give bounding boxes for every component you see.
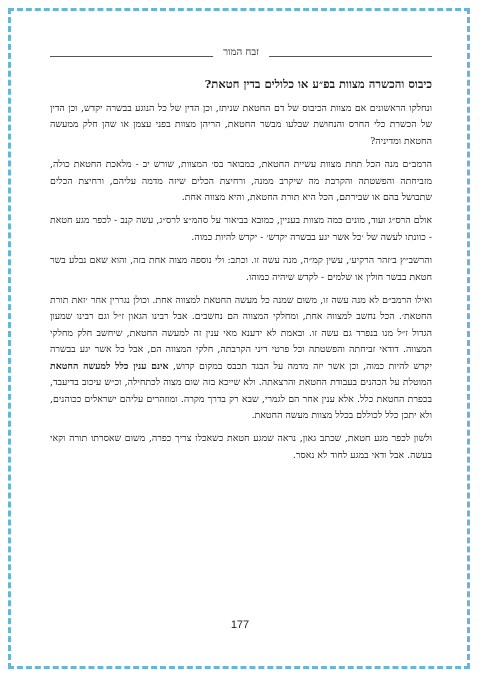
article-title: כיבוס והכשרה מצוות בפ״ע או כלולים בדין חטאת? [204,77,432,91]
page-number: 177 [230,619,250,631]
header-title: זבח המור [213,46,269,60]
paragraph-2: הרמב״ם מנה הכל תחת מצוות עשיית החטאת, כמבואר בס׳ המצוות, שורש יב - מלאכת החטאת כולה, מזביחתה והפשטתה והקרבת מה שיקרב ממנה, ורחיצת הכלים שיזה מדמה עליהם, ורחיצת הכלים שתבושל בהם או שבירתם, הכל היא תורת החטאת, והיא מצווה אחת. [50,159,432,204]
running-header [50,42,432,66]
paragraph-6: ולשון לכפר מגע חטאת, שכתב גאון, נראה שמגע חטאת כשאכלו צריך כפרה, משום שאסרתו תורה וקאי בעשה. אבל ודאי במגע לחוד לא נאסר. [50,433,432,461]
paragraph-5: ואילו הרמב״ם לא מנה עשה זו, משום שמנה כל מעשה החטאת למצווה אחת. וכולן נגררין אחר ׳זאת תורת החטאת׳. הכל נחשב למצווה אחת, ומחלקי המצווה הם נחשבים. אבל רבינו הגאון ז״ל וגם רבינו שמעון הגדול ז״ל מנו בנפרד גם עשה זו. ובאמת לא ידענא מאי ענין זה למעשה החטאת, שיחשב חלק מחלקי המצווה. דודאי זביחתה והפשטתה וכל פרטי דיני הקרבתה, חלקי המצווה הם, אבל כל אשר יגע בבשרה יקדש להיות כמוה, וכן אשר יזה מדמה על הבגד תכבס במקום קדוש, אינם ענין כלל למעשה החטאת המוטלת על הכהנים בעבודת החטאת והרצאתה. ולא שייכא בזה שום מצוה לכתחילה, וכ״ש עיכוב בדיעבד, בכפרת החטאת כלל. אלא ענין אחר הם לגמרי, שבא רק בדרך מקרה. ומוזהרים עליהם ישראלים ככוהנים, ולא יתכן כלל לכוללם בכלל מצוות מעשה החטאת. [50,295,433,421]
paragraph-1: ונחלקו הראשונים אם מצוות הכיבוס של דם החטאת שניתז, וכן הדין של כל הנוגע בבשרה יקדש, וכן הדין של הכשרת כלי החרס והנחושת שבלעו מבשר החטאת, הריהן מצוות בפני עצמן או שהן חלק ממעשה החטאת ומדיניה? [50,103,432,147]
bold-phrase: אינם ענין כלל למעשה החטאת [50,360,169,372]
article-body [50,76,432,471]
paragraph-3: אולם הרס״ג ועוד, מונים כמה מצוות בעניין, כמובא בביאור על סהמ״צ לרס״ג, עשה קנב - לכפר מגע חטאת - כוונתו לעשה של ׳כל אשר יגע בבשרה יקדש׳ - יקדש להיות כמוה. [50,215,432,243]
paragraph-4: והרשב״ץ ב׳זהר הרקיע׳, עשין קמ״ה, מנה עשה זו. וכתב: ולי נוספה מצוה אחת בזה, והוא שאם נבלע בשר חטאת בבשר חולין או שלמים - לקדש שיהיה כמוהו. [50,255,432,283]
